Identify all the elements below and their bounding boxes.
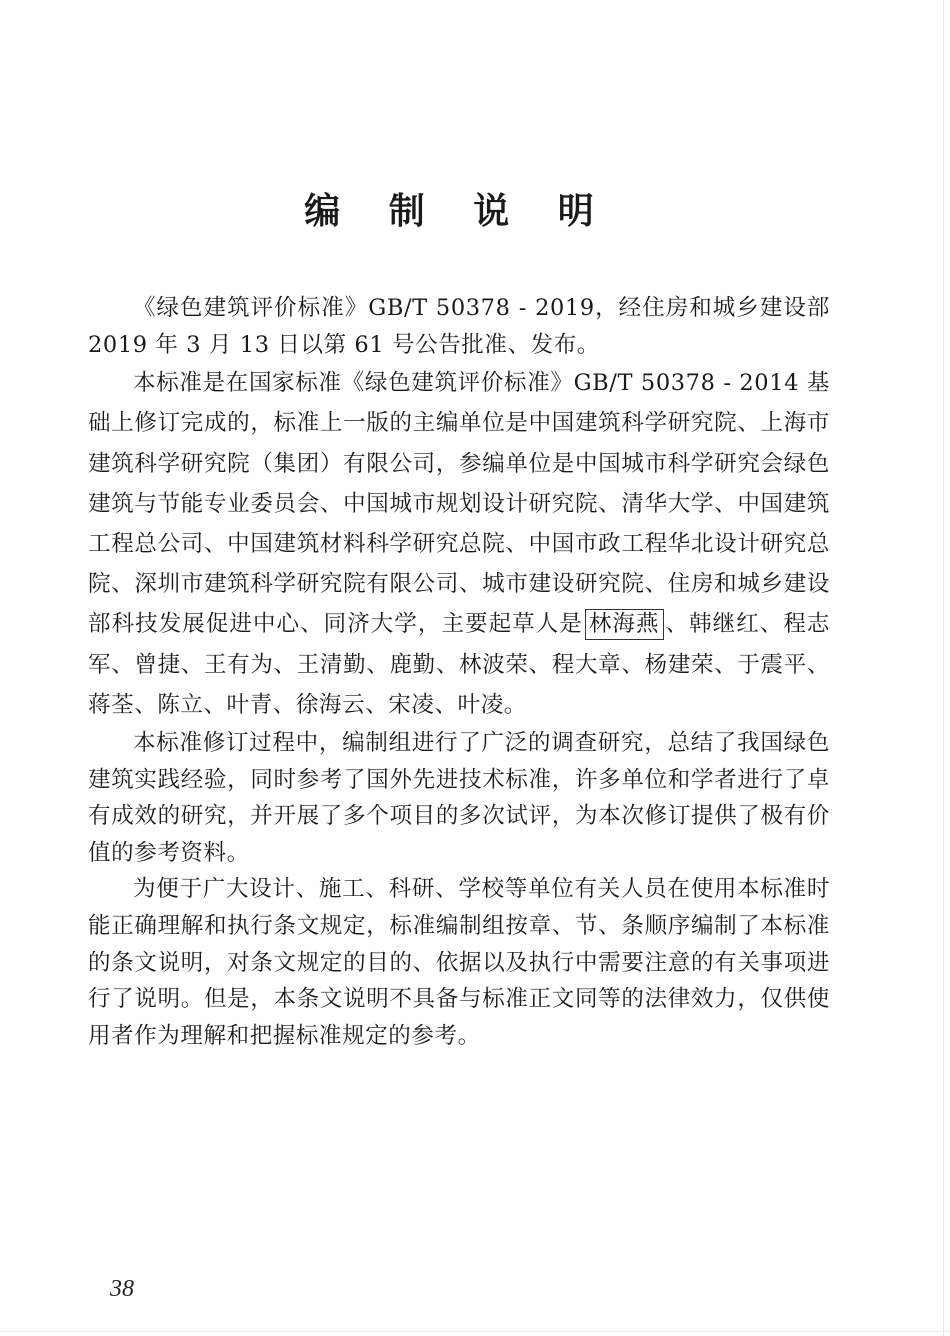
paragraph-revision-basis-text: 本标准是在国家标准《绿色建筑评价标准》GB/T 50378 - 2014 基础上修订完成的，标准上一版的主编单位是中国建筑科学研究院、上海市建筑科学研究院（集团）有限公司，参编单位是中国城市科学研究会绿色建筑与节能专业委员会、中国城市规划设计研究院、清华大学、中国建筑工程总公司、中国建筑材料科学研究总院、中国市政工程华北设计研究总院、深圳市建筑科学研究院有限公司、城市建设研究院、住房和城乡建设部科技发展促进中心、同济大学，主要起草人是 (88, 370, 830, 638)
page-number: 38 (110, 1276, 134, 1302)
paragraph-revision-basis (88, 363, 830, 725)
paragraph-revision-process: 本标准修订过程中，编制组进行了广泛的调查研究，总结了我国绿色建筑实践经验，同时参考了国外先进技术标准，许多单位和学者进行了卓有成效的研究，并开展了多个项目的多次试评，为本次修订提供了极有价值的参考资料。 (88, 730, 830, 866)
paragraph-explanation-purpose: 为便于广大设计、施工、科研、学校等单位有关人员在使用本标准时能正确理解和执行条文规定，标准编制组按章、节、条顺序编制了本标准的条文说明，对条文规定的目的、依据以及执行中需要注意的有关事项进行了说明。但是，本条文说明不具备与标准正文同等的法律效力，仅供使用者作为理解和把握标准规定的参考。 (88, 876, 830, 1049)
page-edge-bottom (0, 1331, 950, 1332)
page-title: 编 制 说 明 (304, 190, 612, 232)
page-edge-right (943, 0, 944, 1336)
paragraph-approval: 《绿色建筑评价标准》GB/T 50378 - 2019，经住房和城乡建设部 2019 年 3 月 13 日以第 61 号公告批准、发布。 (88, 295, 830, 358)
paragraph-revision-basis-continued: 、韩继红、程志军、曾捷、王有为、王清勤、鹿勤、林波荣、程大章、杨建荣、于震平、蒋荃、陈立、叶青、徐海云、宋凌、叶凌。 (88, 611, 831, 718)
highlighted-drafter-name: 林海燕 (585, 609, 664, 640)
body-text (88, 290, 830, 1054)
